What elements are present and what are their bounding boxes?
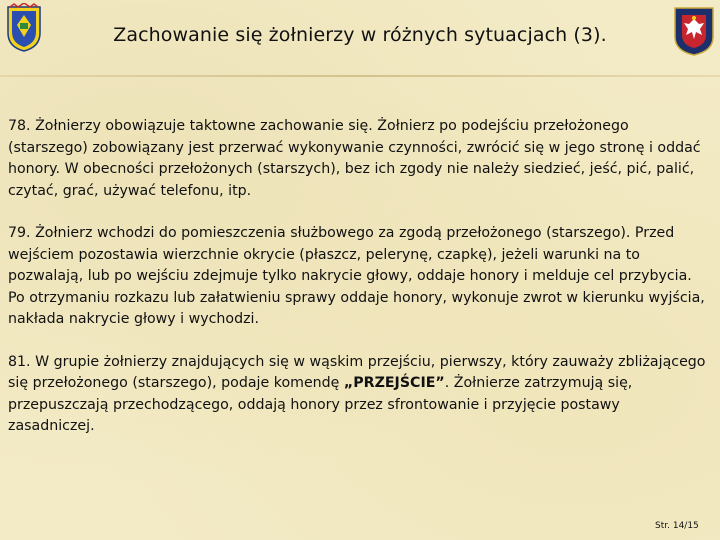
page-number: Str. 14/15 — [655, 521, 699, 531]
page-title: Zachowanie się żołnierzy w różnych sytuacjach (3). — [113, 24, 607, 46]
header — [0, 0, 720, 72]
paragraph-78: 78. Żołnierzy obowiązuje taktowne zachowanie się. Żołnierz po podejściu przełożonego (starszego) zobowiązany jest przerwać wykonywanie czynności, zwrócić się w jego stronę i oddać honory. W obecności przełożonych (starszych), bez ich zgody nie należy siedzieć, jeść, pić, palić, czytać, grać, używać telefonu, itp. — [8, 118, 701, 199]
paragraph-79: 79. Żołnierz wchodzi do pomieszczenia służbowego za zgodą przełożonego (starszego). Przed wejściem pozostawia wierzchnie okrycie (płaszcz, pelerynę, czapkę), jeżeli warunki na to pozwalają, lub po wejściu zdejmuje tylko nakrycie głowy, oddaje honory i melduje cel przybycia. Po otrzymaniu rozkazu lub załatwieniu sprawy oddaje honory, wykonuje zwrot w kierunku wyjścia, nakłada nakrycie głowy i wychodzi. — [8, 225, 705, 327]
command-przejscie: „PRZEJŚCIE” — [343, 375, 445, 391]
body-text — [8, 116, 708, 459]
military-eagle-emblem-icon — [672, 5, 716, 57]
paragraph-81-text-before: 81. W grupie żołnierzy znajdujących się w wąskim przejściu, pierwszy, który zauważy zbliżającego się przełożonego (starszego), podaje komendę — [8, 353, 706, 391]
unit-crest-icon — [4, 3, 44, 53]
header-divider — [0, 75, 720, 77]
paragraph-81-text-after: . Żołnierze zatrzymują się, przepuszczają przechodzącego, oddają honory przez sfrontowanie i przyjęcie postawy zasadniczej. — [8, 375, 633, 434]
paragraph-81 — [8, 352, 708, 438]
